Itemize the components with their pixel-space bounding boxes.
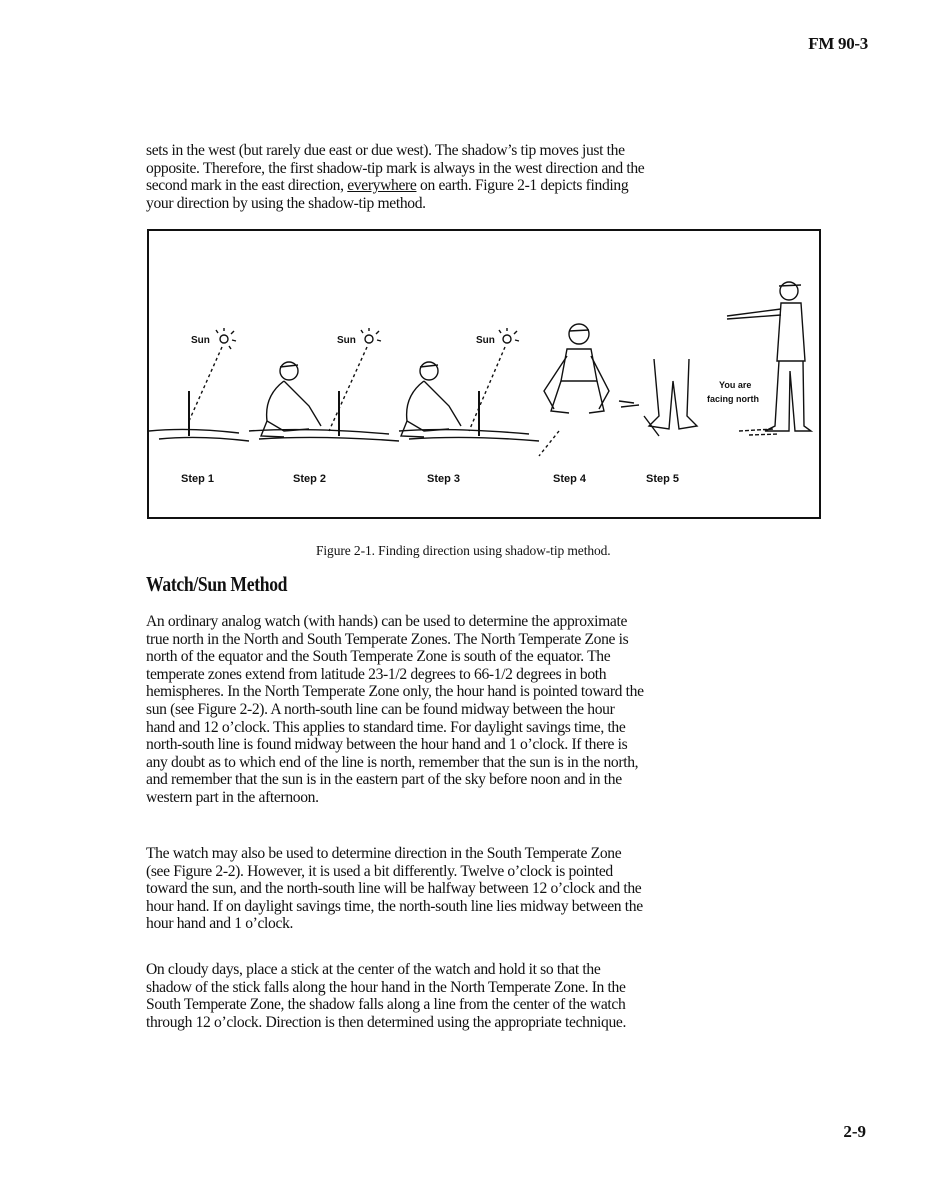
- step-label: Step 5: [646, 473, 680, 485]
- figure-caption: Figure 2-1. Finding direction using shadow-tip method.: [316, 543, 611, 558]
- ground: [149, 429, 249, 441]
- sun-icon: [361, 328, 381, 343]
- step-label: Step 3: [427, 473, 461, 485]
- facing-north-label-line1: You are: [719, 380, 752, 390]
- intro-emphasis: everywhere: [347, 177, 417, 195]
- crouching-soldier: [544, 324, 609, 413]
- kneeling-soldier: [261, 362, 321, 437]
- sun-label: Sun: [476, 335, 495, 346]
- facing-north-label-line2: facing north: [707, 394, 759, 404]
- sun-icon: [216, 328, 236, 349]
- direction-line: [539, 431, 559, 456]
- body-paragraph: The watch may also be used to determine direction in the South Temperate Zone (see Figure 2-2). However, it is used a bit differently. Twelve o’clock is pointed toward the sun, and the north-south line will be halfway between 12 o’clock and the hour hand. If on daylight savings time, the north-south line lies midway between the hour hand and 1 o’clock.: [146, 845, 643, 933]
- pointing-soldier: [727, 282, 811, 431]
- intro-paragraph: [146, 142, 646, 212]
- direction-line: [739, 429, 779, 435]
- step-label: Step 1: [181, 473, 215, 485]
- step-label: Step 2: [293, 473, 327, 485]
- section-title: Watch/Sun Method: [146, 572, 288, 596]
- sun-ray: [469, 347, 505, 431]
- sun-label: Sun: [337, 335, 356, 346]
- ground: [249, 430, 399, 441]
- step-label: Step 4: [553, 473, 587, 485]
- kneeling-soldier: [401, 362, 461, 437]
- figure-2-1: [147, 229, 821, 519]
- ground-mark: [619, 401, 639, 407]
- page-number: 2-9: [843, 1122, 866, 1141]
- sun-label: Sun: [191, 335, 210, 346]
- body-paragraph: An ordinary analog watch (with hands) can be used to determine the approximate true north in the North and South Temperate Zones. The North Temperate Zone is north of the equator and the South Temperate Zone is south of the equator. The temperate zones extend from latitude 23-1/2 degrees to 66-1/2 degrees in both hemispheres. In the North Temperate Zone only, the hour hand is pointed toward the sun (see Figure 2-2). A north-south line can be found midway between the hour hand and 12 o’clock. This applies to standard time. For daylight savings time, the north-south line is found midway between the hour hand and 1 o’clock. If there is any doubt as to which end of the line is north, remember that the sun is in the north, and remember that the sun is in the eastern part of the sky before noon and in the western part in the afternoon.: [146, 613, 644, 806]
- sun-ray: [329, 347, 367, 431]
- intro-text-part2: on earth. Figure 2-1 depicts finding your direction by using the shadow-tip method.: [146, 177, 629, 212]
- sun-icon: [499, 328, 519, 343]
- document-id-header: FM 90-3: [808, 34, 868, 53]
- sun-ray: [189, 347, 222, 421]
- body-paragraph: On cloudy days, place a stick at the center of the watch and hold it so that the shadow of the stick falls along the hour hand in the North Temperate Zone. In the South Temperate Zone, the shadow falls along a line from the center of the watch through 12 o’clock. Direction is then determined using the appropriate technique.: [146, 961, 627, 1031]
- ground: [399, 430, 539, 441]
- intro-text-part1: sets in the west (but rarely due east or due west). The shadow’s tip moves just the opposite. Therefore, the first shadow-tip mark is always in the west direction and the second mark in the east direction,: [146, 142, 645, 195]
- standing-legs: [649, 359, 697, 429]
- shadow-tip-illustration: [149, 231, 819, 517]
